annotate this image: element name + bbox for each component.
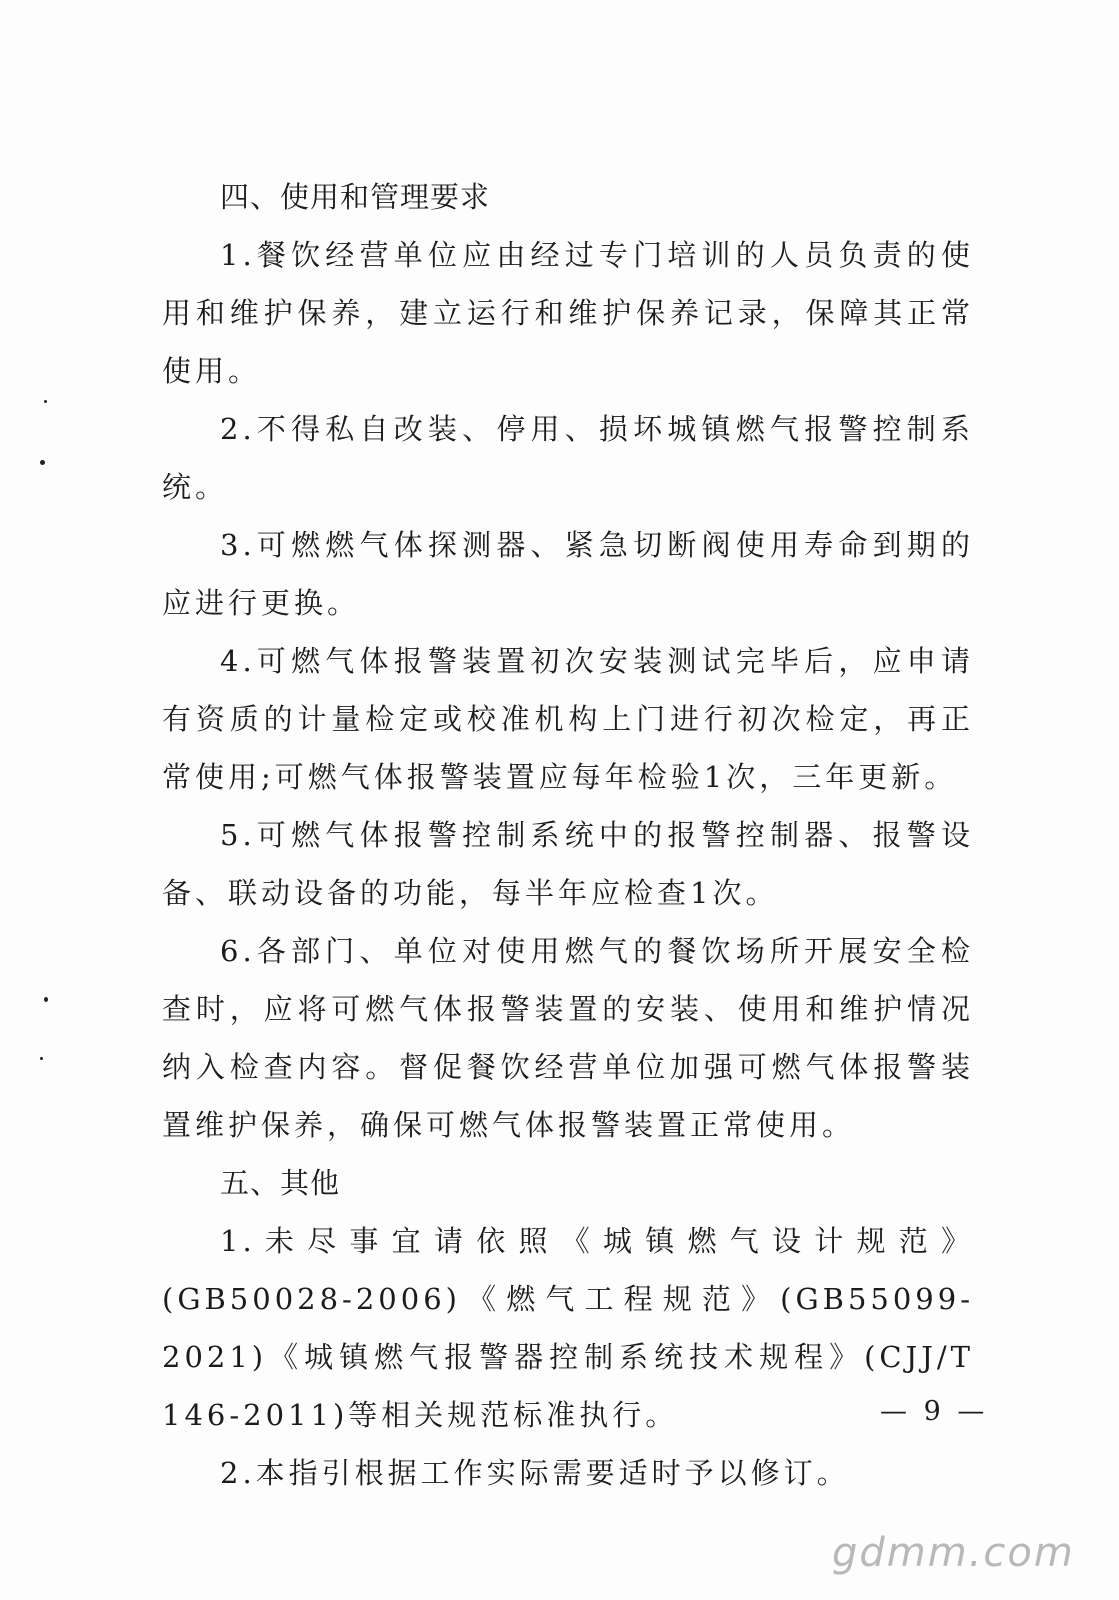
page-number: — 9 — xyxy=(880,1396,989,1427)
section-4-item-1: 1.餐饮经营单位应由经过专门培训的人员负责的使用和维护保养，建立运行和维护保养记录，保障其正常使用。 xyxy=(162,238,974,388)
scan-speck xyxy=(44,400,47,403)
scan-speck xyxy=(40,1057,43,1060)
section-4-heading: 四、使用和管理要求 xyxy=(220,180,491,214)
section-4-item-5: 5.可燃气体报警控制系统中的报警控制器、报警设备、联动设备的功能，每半年应检查1次。 xyxy=(162,818,974,910)
site-watermark: gdmm.com xyxy=(832,1530,1075,1576)
section-5-item-1: 1.未尽事宜请依照《城镇燃气设计规范》(GB50028-2006)《燃气工程规范》(GB55099-2021)《城镇燃气报警器控制系统技术规程》(CJJ/T 146-2011)等相关规范标准执行。 xyxy=(162,1224,974,1432)
section-4-item-3: 3.可燃燃气体探测器、紧急切断阀使用寿命到期的应进行更换。 xyxy=(162,528,974,620)
section-5-item-2: 2.本指引根据工作实际需要适时予以修订。 xyxy=(220,1456,850,1490)
section-4-item-6: 6.各部门、单位对使用燃气的餐饮场所开展安全检查时，应将可燃气体报警装置的安装、使用和维护情况纳入检查内容。督促餐饮经营单位加强可燃气体报警装置维护保养，确保可燃气体报警装置正常使用。 xyxy=(162,934,974,1142)
section-4-item-4: 4.可燃气体报警装置初次安装测试完毕后，应申请有资质的计量检定或校准机构上门进行初次检定，再正常使用;可燃气体报警装置应每年检验1次，三年更新。 xyxy=(162,644,974,794)
section-5-heading: 五、其他 xyxy=(220,1166,341,1200)
scan-speck xyxy=(40,460,45,465)
section-4-item-2: 2.不得私自改装、停用、损坏城镇燃气报警控制系统。 xyxy=(162,412,974,504)
scan-speck xyxy=(44,997,48,1002)
document-body xyxy=(162,168,974,1502)
